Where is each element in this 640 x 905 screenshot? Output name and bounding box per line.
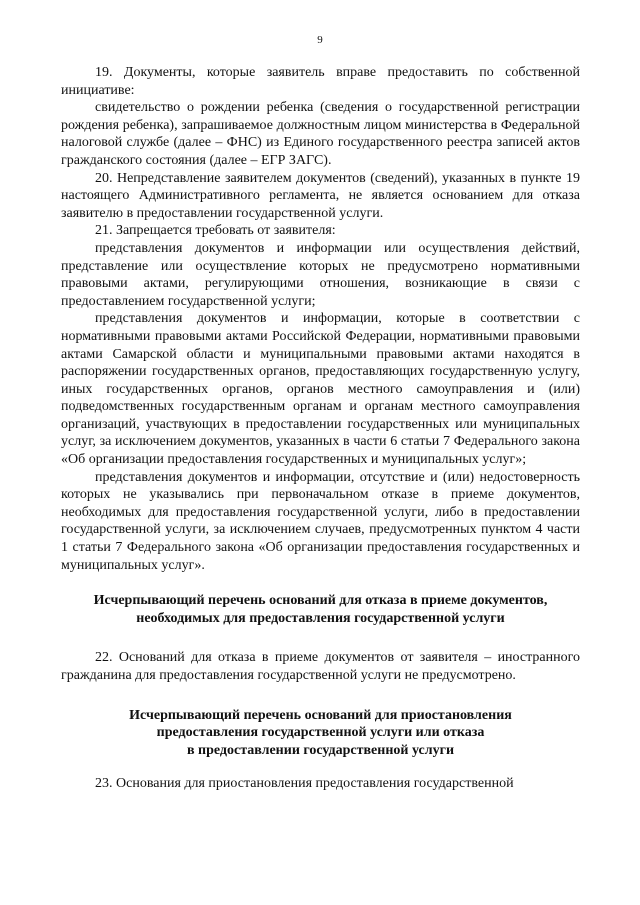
paragraph-20: 20. Непредставление заявителем документов (сведений), указанных в пункте 19 настоящего Административного регламента, не является основанием для отказа заявителю в предоставлении государственной услуги. bbox=[61, 170, 580, 221]
paragraph-21-item-3: представления документов и информации, отсутствие и (или) недостоверность которых не указывались при первоначальном отказе в приеме документов, необходимых для предоставления государственной услуги, либо в предоставлении государственной услуги, за исключением случаев, предусмотренных пунктом 4 части 1 статьи 7 Федерального закона «Об организации предоставления государственных и муниципальных услуг». bbox=[61, 469, 580, 573]
section-heading-suspension-refusal bbox=[61, 707, 580, 760]
page-number: 9 bbox=[317, 34, 323, 46]
spacer bbox=[61, 627, 580, 649]
paragraph-21-item-2: представления документов и информации, которые в соответствии с нормативными правовыми актами Российской Федерации, нормативными правовыми актами Самарской области и муниципальными правовыми актами находятся в распоряжении государственных органов, предоставляющих государственную услугу, иных государственных органов, органов местного самоуправления и (или) подведомственных государственным органам и органам местного самоуправления организаций, участвующих в предоставлении государственных или муниципальных услуг, за исключением документов, указанных в части 6 статьи 7 Федерального закона «Об организации предоставления государственных и муниципальных услуг»; bbox=[61, 311, 580, 468]
paragraph-19-item-birth-certificate: свидетельство о рождении ребенка (сведения о государственной регистрации рождения ребенка), запрашиваемое должностным лицом министерства в Федеральной налоговой службе (далее – ФНС) из Единого государственного реестра записей актов гражданского состояния (далее – ЕГР ЗАГС). bbox=[61, 100, 580, 168]
paragraph-21-item-1: представления документов и информации или осуществления действий, представление или осуществление которых не предусмотрено нормативными правовыми актами, регулирующими отношения, возникающие в связи с предоставлением государственной услуги; bbox=[61, 240, 580, 309]
heading-line: Исчерпывающий перечень оснований для отказа в приеме документов, bbox=[93, 593, 548, 609]
paragraph-22: 22. Оснований для отказа в приеме документов от заявителя – иностранного гражданина для предоставления государственной услуги не предусмотрено. bbox=[61, 650, 580, 683]
heading-line: Исчерпывающий перечень оснований для приостановления bbox=[129, 707, 512, 723]
document-body bbox=[61, 64, 580, 793]
section-heading-refusal-documents bbox=[61, 592, 580, 627]
paragraph-19: 19. Документы, которые заявитель вправе предоставить по собственной инициативе: bbox=[61, 65, 580, 98]
paragraph-21: 21. Запрещается требовать от заявителя: bbox=[95, 223, 336, 239]
heading-line: предоставления государственной услуги или отказа bbox=[156, 725, 485, 741]
heading-line: необходимых для предоставления государственной услуги bbox=[136, 610, 505, 626]
spacer bbox=[61, 574, 580, 592]
spacer bbox=[61, 685, 580, 707]
paragraph-23: 23. Основания для приостановления предоставления государственной bbox=[95, 776, 514, 792]
heading-line: в предоставлении государственной услуги bbox=[186, 742, 455, 758]
spacer bbox=[61, 759, 580, 775]
